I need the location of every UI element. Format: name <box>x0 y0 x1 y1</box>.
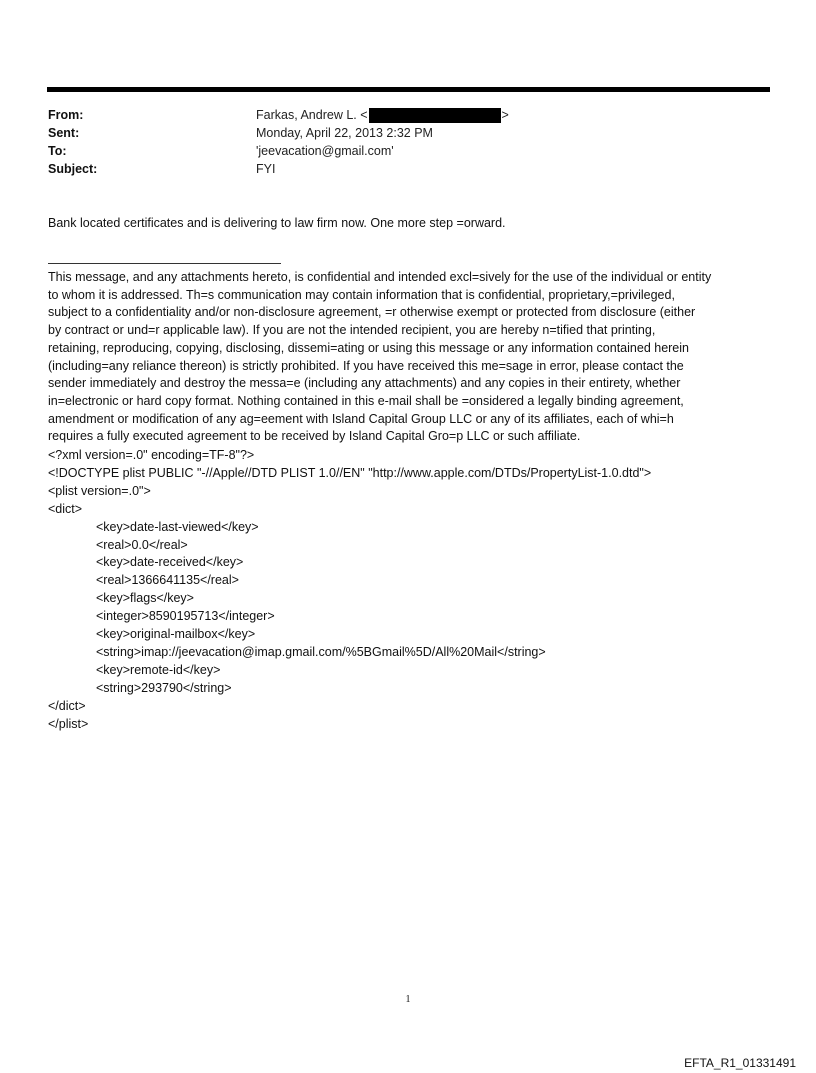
redaction-box <box>369 108 501 123</box>
disclaimer-line: retaining, reproducing, copying, disclosing, dissemi=ating or using this message or any information contained herein <box>48 340 689 355</box>
plist-line: <key>date-last-viewed</key> <box>96 519 259 534</box>
disclaimer-line: amendment or modification of any ag=eement with Island Capital Group LLC or any of its affiliates, each of whi=h <box>48 411 674 426</box>
from-row <box>48 106 748 124</box>
disclaimer-line: by contract or und=r applicable law). If you are not the intended recipient, you are hereby n=tified that printing, <box>48 323 656 338</box>
plist-line: <real>1366641135</real> <box>96 573 239 588</box>
disclaimer-line: This message, and any attachments hereto, is confidential and intended excl=sively for the use of the individual or entity <box>48 270 712 284</box>
plist-line: <!DOCTYPE plist PUBLIC "-//Apple//DTD PLIST 1.0//EN" "http://www.apple.com/DTDs/PropertyList-1.0.dtd"> <box>48 465 652 480</box>
disclaimer-line: requires a fully executed agreement to be received by Island Capital Gro=p LLC or such affiliate. <box>48 429 581 444</box>
from-name: Farkas, Andrew L. < <box>256 108 368 122</box>
subject-label: Subject: <box>48 162 98 176</box>
plist-metadata <box>48 447 778 734</box>
email-header <box>48 106 748 178</box>
header-divider <box>47 87 770 92</box>
to-row <box>48 142 748 160</box>
from-label: From: <box>48 108 84 122</box>
plist-line: </plist> <box>48 716 89 731</box>
sent-row <box>48 124 748 142</box>
plist-line: </dict> <box>48 698 86 713</box>
sent-value: Monday, April 22, 2013 2:32 PM <box>256 126 433 140</box>
from-value <box>256 108 509 123</box>
disclaimer-line: (including=any reliance thereon) is strictly prohibited. If you have received this me=sage in error, please contact the <box>48 358 684 373</box>
disclaimer-line: to whom it is addressed. Th=s communication may contain information that is confidential, proprietary,=privileged, <box>48 287 675 302</box>
to-label: To: <box>48 144 67 158</box>
to-value: 'jeevacation@gmail.com' <box>256 144 394 158</box>
plist-line: <dict> <box>48 501 83 516</box>
disclaimer-line: subject to a confidentiality and/or non-disclosure agreement, =r otherwise exempt or protected from disclosure (either <box>48 305 696 320</box>
sent-label: Sent: <box>48 126 80 140</box>
disclaimer-line: in=electronic or hard copy format. Nothing contained in this e-mail shall be =onsidered a legally binding agreement, <box>48 393 684 408</box>
plist-line: <?xml version=.0" encoding=TF-8"?> <box>48 448 255 462</box>
plist-line: <plist version=.0"> <box>48 483 151 498</box>
disclaimer-line: sender immediately and destroy the messa=e (including any attachments) and any copies in their entirety, whether <box>48 376 681 391</box>
subject-row <box>48 160 748 178</box>
plist-line: <string>imap://jeevacation@imap.gmail.com/%5BGmail%5D/All%20Mail</string> <box>96 644 546 659</box>
plist-line: <key>flags</key> <box>96 591 194 606</box>
plist-line: <key>original-mailbox</key> <box>96 627 256 642</box>
page-number: 1 <box>405 994 411 1005</box>
plist-line: <integer>8590195713</integer> <box>96 609 275 624</box>
plist-line: <key>remote-id</key> <box>96 662 221 677</box>
plist-line: <key>date-received</key> <box>96 555 244 570</box>
plist-line: <real>0.0</real> <box>96 537 188 552</box>
message-body: Bank located certificates and is delivering to law firm now. One more step =orward. <box>48 216 506 230</box>
plist-line: <string>293790</string> <box>96 680 232 695</box>
bates-number: EFTA_R1_01331491 <box>684 1056 796 1070</box>
confidentiality-disclaimer <box>48 269 778 446</box>
from-tail: > <box>501 108 509 122</box>
subject-value: FYI <box>256 162 276 176</box>
signature-divider <box>48 263 281 264</box>
